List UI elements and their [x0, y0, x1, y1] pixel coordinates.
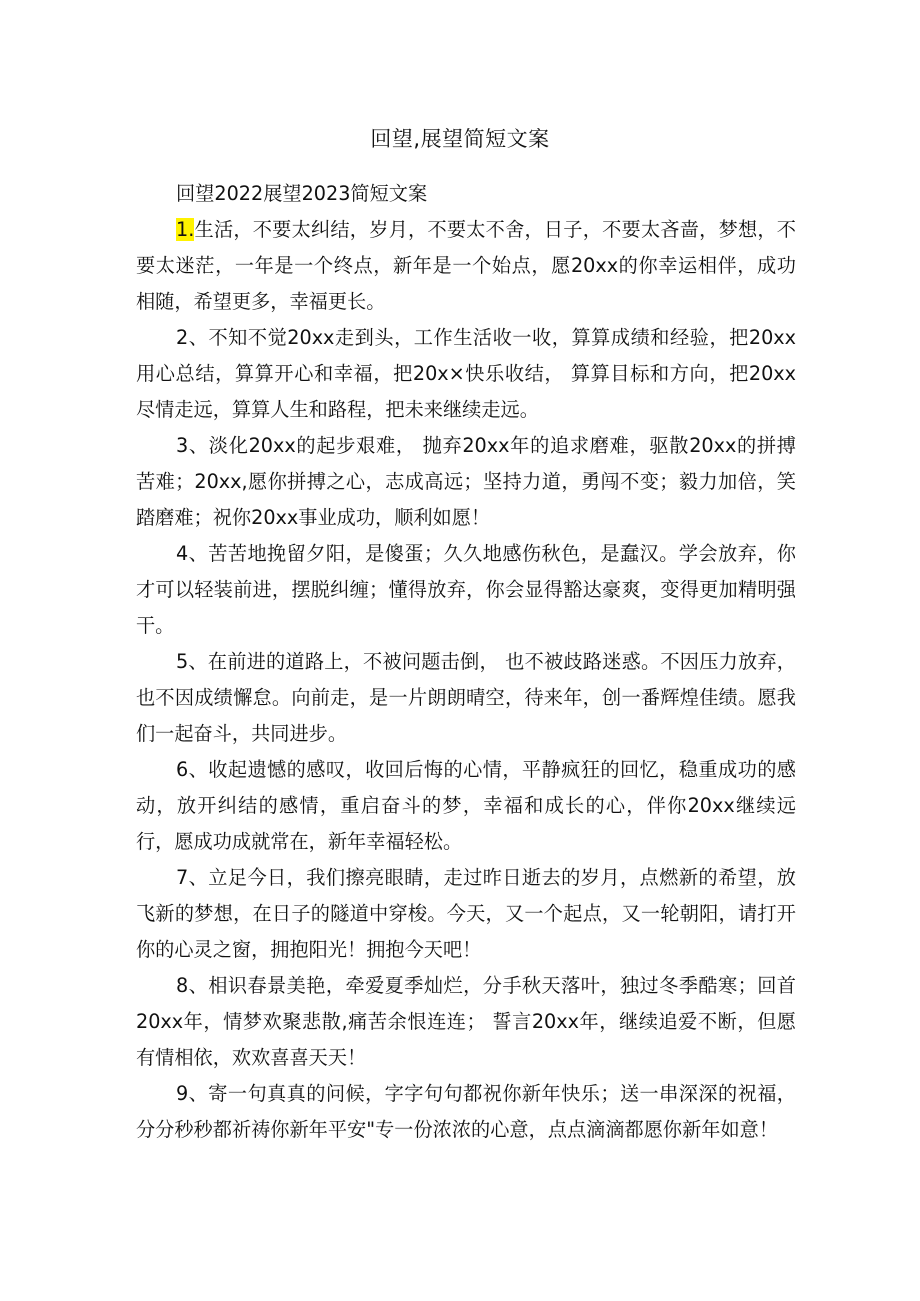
list-item-9: 9、寄一句真真的问候，字字句句都祝你新年快乐；送一串深深的祝福，分分秒秒都祈祷你新年平安"专一份浓浓的心意，点点滴滴都愿你新年如意！	[136, 1082, 796, 1141]
list-item-7: 7、立足今日，我们擦亮眼睛，走过昨日逝去的岁月，点燃新的希望，放飞新的梦想，在日子的隧道中穿梭。今天，又一个起点，又一轮朝阳，请打开你的心灵之窗，拥抱阳光！拥抱今天吧！	[136, 866, 796, 961]
document-title: 回望,展望简短文案	[370, 127, 550, 151]
list-item-5: 5、在前进的道路上，不被问题击倒， 也不被歧路迷惑。不因压力放弃，也不因成绩懈怠。向前走，是一片朗朗晴空，待来年，创一番辉煌佳绩。愿我们一起奋斗，共同进步。	[136, 650, 796, 745]
list-item-2: 2、不知不觉20xx走到头，工作生活收一收，算算成绩和经验，把20xx用心总结，算算开心和幸福，把20x×快乐收结， 算算目标和方向，把20xx尽情走远，算算人生和路程，把未来继续走远。	[136, 326, 796, 421]
highlighted-number: 1.	[176, 218, 195, 241]
list-item-1	[136, 212, 796, 320]
document-subtitle: 回望2022展望2023简短文案	[176, 182, 428, 205]
document-body	[136, 176, 796, 1148]
list-item-6: 6、收起遗憾的感叹，收回后悔的心情，平静疯狂的回忆，稳重成功的感动，放开纠结的感情，重启奋斗的梦，幸福和成长的心，伴你20xx继续远行，愿成功成就常在，新年幸福轻松。	[136, 758, 796, 853]
list-item-3: 3、淡化20xx的起步艰难， 抛弃20xx年的追求磨难，驱散20xx的拼搏苦难；20xx,愿你拼搏之心，志成高远；坚持力道，勇闯不变；毅力加倍，笑踏磨难；祝你20xx事业成功，顺利如愿！	[136, 434, 796, 529]
list-item-4: 4、苦苦地挽留夕阳，是傻蛋；久久地感伤秋色，是蠢汉。学会放弃，你才可以轻装前进，摆脱纠缠；懂得放弃，你会显得豁达豪爽，变得更加精明强干。	[136, 542, 796, 637]
list-item-8: 8、相识春景美艳，牵爱夏季灿烂，分手秋天落叶，独过冬季酷寒；回首20xx年，情梦欢聚悲散,痛苦余恨连连； 誓言20xx年，继续追爱不断，但愿有情相依，欢欢喜喜天天！	[136, 974, 796, 1069]
list-item-text: 生活，不要太纠结，岁月，不要太不舍，日子，不要太吝啬，梦想，不要太迷茫，一年是一个终点，新年是一个始点，愿20xx的你幸运相伴，成功相随，希望更多，幸福更长。	[136, 218, 796, 313]
